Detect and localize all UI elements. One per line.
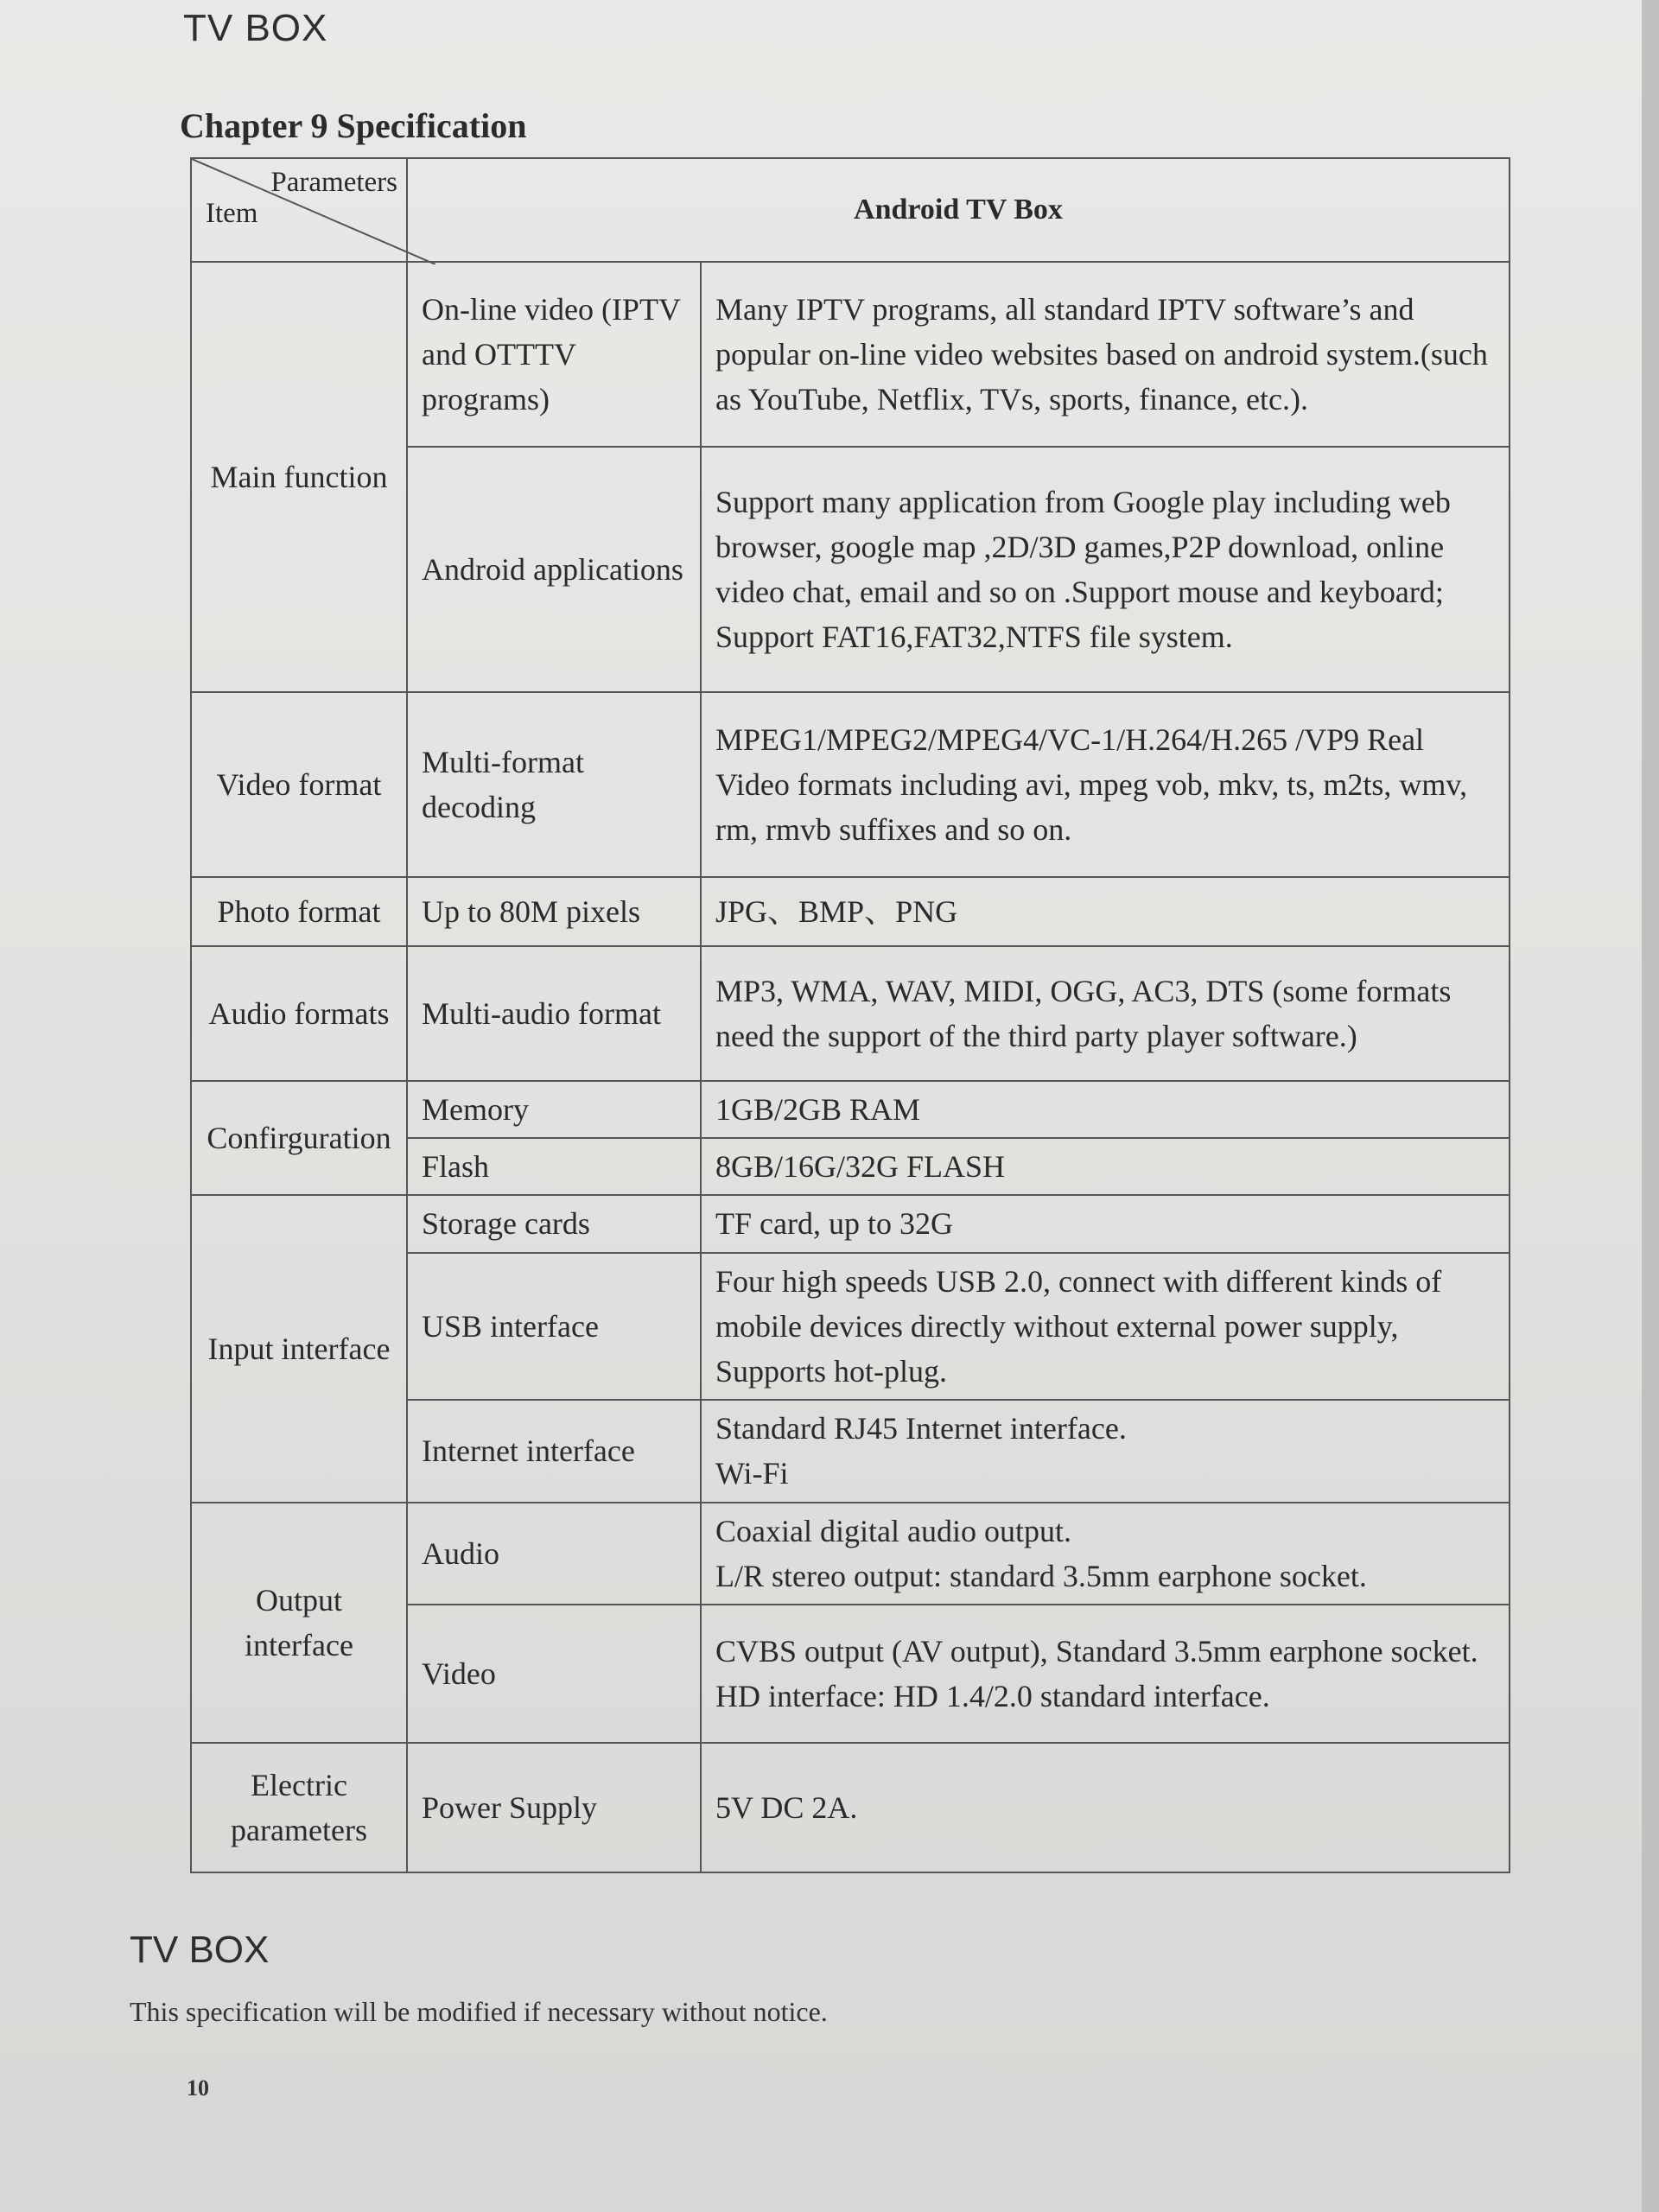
footer-brand: TV BOX [130,1929,270,1971]
value-audio-output [701,1503,1510,1605]
value-online-video: Many IPTV programs, all standard IPTV software’s and popular on-line video websites based on android system.(such as YouTube, Netflix, TVs, sports, finance, etc.). [701,262,1510,447]
value-video-output [701,1605,1510,1743]
table-row [191,1081,1510,1138]
page-edge [1642,0,1659,2212]
param-video-output: Video [407,1605,701,1743]
value-flash: 8GB/16G/32G FLASH [701,1138,1510,1195]
table-row [191,262,1510,447]
item-audio-formats: Audio formats [191,946,407,1081]
param-usb-interface: USB interface [407,1253,701,1401]
table-row [191,1503,1510,1605]
specification-table [190,157,1510,1873]
item-output-line-1: Output [255,1582,342,1618]
page-number: 10 [187,2075,209,2101]
value-audio-line-1: Coaxial digital audio output. [715,1513,1071,1548]
item-input-interface: Input interface [191,1195,407,1502]
item-main-function: Main function [191,262,407,692]
param-multi-audio-format: Multi-audio format [407,946,701,1081]
table-row [191,692,1510,877]
value-android-applications: Support many application from Google play including web browser, google map ,2D/3D games,P2P download, online video chat, email and so on .Support mouse and keyboard; Support FAT16,FAT32,NTFS file system. [701,447,1510,692]
table-row [191,877,1510,946]
value-power-supply: 5V DC 2A. [701,1743,1510,1872]
param-audio-output: Audio [407,1503,701,1605]
value-internet-line-2: Wi-Fi [715,1456,789,1491]
chapter-title: Chapter 9 Specification [180,106,527,145]
value-photo-formats: JPG、BMP、PNG [701,877,1510,946]
table-row [191,1743,1510,1872]
table-row [191,1195,1510,1252]
param-android-applications: Android applications [407,447,701,692]
table-row [191,946,1510,1081]
value-internet-interface [701,1400,1510,1502]
corner-item-label: Item [206,198,258,230]
corner-parameters-label: Parameters [270,167,397,198]
value-video-line-2: HD interface: HD 1.4/2.0 standard interface. [715,1678,1270,1713]
param-online-video: On-line video (IPTV and OTTTV programs) [407,262,701,447]
item-electric-line-2: parameters [231,1812,367,1847]
item-electric-line-1: Electric [251,1767,347,1802]
item-configuration: Confirguration [191,1081,407,1195]
value-internet-line-1: Standard RJ45 Internet interface. [715,1411,1127,1446]
column-header: Android TV Box [407,158,1510,262]
header-brand: TV BOX [183,7,328,49]
param-internet-interface: Internet interface [407,1400,701,1502]
table-header-row [191,158,1510,262]
value-storage-cards: TF card, up to 32G [701,1195,1510,1252]
param-photo-pixels: Up to 80M pixels [407,877,701,946]
item-output-line-2: interface [245,1627,353,1662]
param-flash: Flash [407,1138,701,1195]
item-electric-parameters [191,1743,407,1872]
item-output-interface [191,1503,407,1743]
value-multi-audio-format: MP3, WMA, WAV, MIDI, OGG, AC3, DTS (some formats need the support of the third party player software.) [701,946,1510,1081]
footer-notice: This specification will be modified if necessary without notice. [130,1996,828,2027]
item-video-format: Video format [191,692,407,877]
value-memory: 1GB/2GB RAM [701,1081,1510,1138]
corner-header-cell [191,158,407,262]
value-usb-interface: Four high speeds USB 2.0, connect with different kinds of mobile devices directly without external power supply, Supports hot-plug. [701,1253,1510,1401]
param-storage-cards: Storage cards [407,1195,701,1252]
param-multi-format-decoding: Multi-format decoding [407,692,701,877]
value-audio-line-2: L/R stereo output: standard 3.5mm earphone socket. [715,1558,1367,1593]
param-memory: Memory [407,1081,701,1138]
item-photo-format: Photo format [191,877,407,946]
value-multi-format-decoding: MPEG1/MPEG2/MPEG4/VC-1/H.264/H.265 /VP9 Real Video formats including avi, mpeg vob, mkv, ts, m2ts, wmv, rm, rmvb suffixes and so on. [701,692,1510,877]
value-video-line-1: CVBS output (AV output), Standard 3.5mm earphone socket. [715,1633,1478,1669]
param-power-supply: Power Supply [407,1743,701,1872]
